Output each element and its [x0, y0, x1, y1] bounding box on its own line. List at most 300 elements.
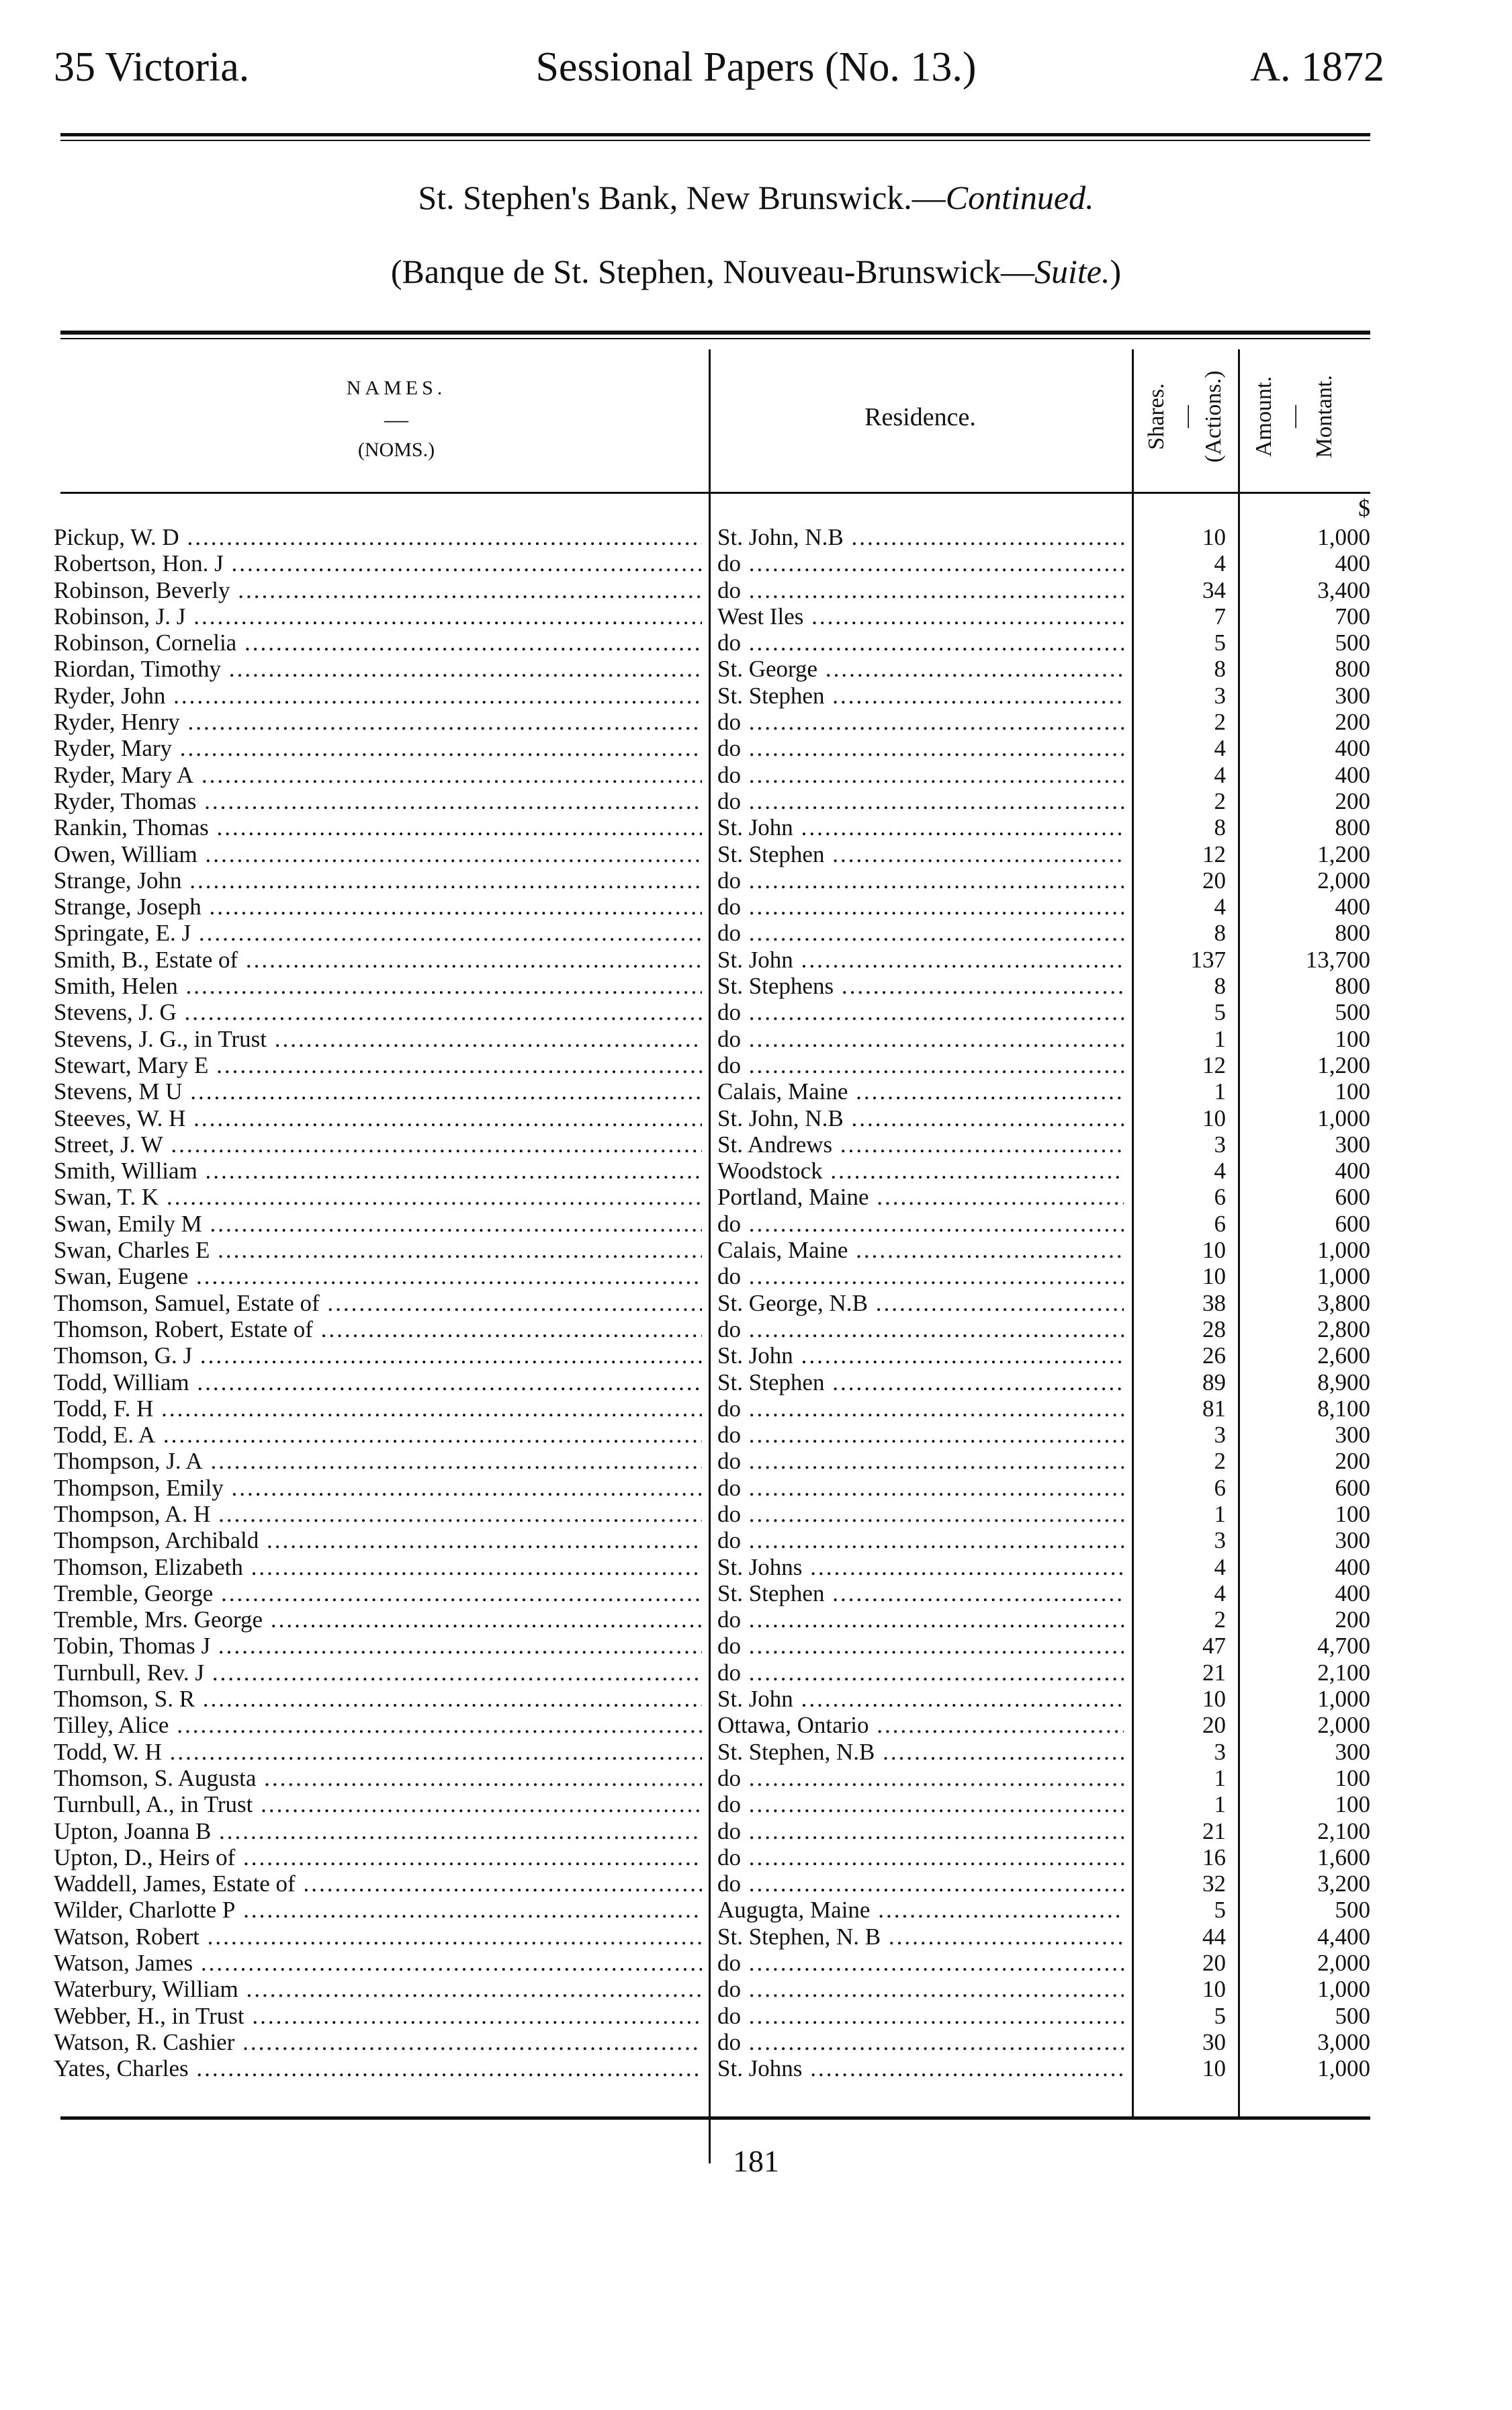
amount: 400 — [1335, 735, 1370, 762]
residence: do ..... — [717, 709, 1124, 735]
table-row — [0, 577, 1512, 603]
shares: 7 — [1214, 603, 1226, 630]
table-row — [0, 1686, 1512, 1712]
table-top-rule-thin — [60, 338, 1370, 339]
amount: 1,200 — [1317, 841, 1370, 867]
table-row — [0, 735, 1512, 761]
amount: 1,200 — [1317, 1051, 1370, 1078]
amount: 200 — [1335, 787, 1370, 814]
amount: 8,900 — [1317, 1369, 1370, 1395]
shares: 30 — [1202, 2028, 1226, 2055]
table-bottom-rule — [60, 2116, 1370, 2120]
shareholder-name: Owen, William ..... — [54, 841, 702, 867]
amount: 500 — [1335, 2002, 1370, 2029]
table-row — [0, 1976, 1512, 2002]
table-row — [0, 999, 1512, 1025]
amount: 3,200 — [1317, 1870, 1370, 1897]
amount: 1,000 — [1317, 1263, 1370, 1290]
shares: 20 — [1202, 1950, 1226, 1977]
amount: 400 — [1335, 894, 1370, 920]
shareholder-name: Swan, Emily M ..... — [54, 1211, 702, 1237]
table-row — [0, 1818, 1512, 1844]
running-header-center: Sessional Papers (No. 13.) — [535, 44, 977, 90]
table-title-english — [0, 178, 1512, 217]
column-head-names — [269, 373, 524, 466]
shares: 81 — [1202, 1395, 1226, 1422]
shares: 21 — [1202, 1817, 1226, 1844]
shareholder-name: Ryder, Henry ..... — [54, 709, 702, 735]
residence: do ..... — [717, 1765, 1124, 1791]
amount: 800 — [1335, 814, 1370, 841]
shareholder-name: Waterbury, William ..... — [54, 1976, 702, 2002]
shares: 8 — [1214, 973, 1226, 1000]
residence: St. Stephen ..... — [717, 841, 1124, 867]
shares: 1 — [1214, 1764, 1226, 1791]
shareholder-name: Robertson, Hon. J ..... — [54, 550, 702, 576]
amount: 1,000 — [1317, 1686, 1370, 1713]
table-row — [0, 841, 1512, 867]
shareholder-name: Upton, Joanna B ..... — [54, 1818, 702, 1844]
amount: 3,000 — [1317, 2028, 1370, 2055]
table-row — [0, 1342, 1512, 1369]
table-row — [0, 1475, 1512, 1501]
amount: 1,000 — [1317, 1105, 1370, 1131]
shareholder-list — [0, 524, 1512, 2082]
residence: do ..... — [717, 1950, 1124, 1976]
residence: do ..... — [717, 577, 1124, 603]
amount: 1,000 — [1317, 2055, 1370, 2082]
shareholder-name: Thompson, Archibald ..... — [54, 1527, 702, 1553]
table-row — [0, 1870, 1512, 1897]
table-row — [0, 1078, 1512, 1105]
residence: St. Johns ..... — [717, 2055, 1124, 2081]
shares: 1 — [1214, 1791, 1226, 1818]
table-row — [0, 550, 1512, 576]
table-row — [0, 2003, 1512, 2029]
residence: do ..... — [717, 1844, 1124, 1870]
amount: 100 — [1335, 1025, 1370, 1052]
shareholder-name: Waddell, James, Estate of ..... — [54, 1870, 702, 1897]
shareholder-name: Springate, E. J ..... — [54, 920, 702, 946]
shareholder-name: Stevens, M U ..... — [54, 1078, 702, 1105]
shareholder-name: Stewart, Mary E ..... — [54, 1052, 702, 1078]
amount: 2,000 — [1317, 1950, 1370, 1977]
residence: do ..... — [717, 1395, 1124, 1422]
shareholder-name: Thomson, Elizabeth ..... — [54, 1554, 702, 1580]
shareholder-name: Watson, Robert ..... — [54, 1924, 702, 1950]
shareholder-name: Turnbull, Rev. J ..... — [54, 1660, 702, 1686]
shares: 2 — [1214, 1606, 1226, 1633]
amount: 500 — [1335, 1897, 1370, 1924]
table-row — [0, 1844, 1512, 1870]
shares: 20 — [1202, 1712, 1226, 1739]
table-row — [0, 1026, 1512, 1052]
shareholder-name: Ryder, Mary ..... — [54, 735, 702, 761]
amount: 100 — [1335, 1500, 1370, 1527]
shares: 137 — [1190, 946, 1226, 973]
amount: 2,000 — [1317, 867, 1370, 894]
title-english-continued: Continued. — [945, 179, 1094, 216]
residence: do ..... — [717, 1870, 1124, 1897]
amount: 2,600 — [1317, 1342, 1370, 1369]
table-row — [0, 814, 1512, 841]
table-row — [0, 630, 1512, 656]
amount: 200 — [1335, 1606, 1370, 1633]
residence: do ..... — [717, 894, 1124, 920]
residence: do ..... — [717, 1501, 1124, 1527]
shareholder-name: Smith, William ..... — [54, 1158, 702, 1184]
title-english-main: St. Stephen's Bank, New Brunswick.— — [418, 179, 946, 216]
table-row — [0, 656, 1512, 682]
shares: 3 — [1214, 1422, 1226, 1449]
amount: 500 — [1335, 999, 1370, 1026]
residence: St. John ..... — [717, 814, 1124, 841]
residence: do ..... — [717, 1791, 1124, 1817]
residence: St. Stephen, N.B ..... — [717, 1739, 1124, 1765]
residence: do ..... — [717, 1633, 1124, 1659]
shares: 10 — [1202, 1976, 1226, 2003]
table-row — [0, 1897, 1512, 1923]
residence: do ..... — [717, 1052, 1124, 1078]
shares: 5 — [1214, 630, 1226, 656]
table-row — [0, 1580, 1512, 1606]
residence: St. John ..... — [717, 1342, 1124, 1369]
residence: do ..... — [717, 1263, 1124, 1289]
shareholder-name: Thomson, Robert, Estate of ..... — [54, 1316, 702, 1342]
shares: 10 — [1202, 1263, 1226, 1290]
noms-label: (NOMS.) — [357, 439, 435, 461]
column-head-shares — [1142, 353, 1171, 480]
amount: 300 — [1335, 1527, 1370, 1554]
residence: St. John, N.B ..... — [717, 1105, 1124, 1131]
residence: St. Stephen ..... — [717, 1580, 1124, 1606]
shares: 12 — [1202, 1051, 1226, 1078]
amount: 600 — [1335, 1184, 1370, 1211]
table-row — [0, 1606, 1512, 1633]
amount: 300 — [1335, 1738, 1370, 1765]
amount: 2,100 — [1317, 1817, 1370, 1844]
title-french-suite: Suite. — [1034, 253, 1110, 290]
shares: 3 — [1214, 1527, 1226, 1554]
shares: 47 — [1202, 1633, 1226, 1660]
residence: do ..... — [717, 2003, 1124, 2029]
shareholder-name: Upton, D., Heirs of ..... — [54, 1844, 702, 1870]
amount: 800 — [1335, 920, 1370, 947]
shares: 4 — [1214, 1580, 1226, 1606]
table-row — [0, 1633, 1512, 1659]
shareholder-name: Strange, John ..... — [54, 867, 702, 894]
amount: 400 — [1335, 550, 1370, 577]
shares: 8 — [1214, 920, 1226, 947]
shares: 16 — [1202, 1844, 1226, 1870]
table-row — [0, 762, 1512, 788]
amount: 4,400 — [1317, 1923, 1370, 1950]
header-rule-thick — [60, 133, 1370, 136]
column-head-montant: Montant. — [1312, 375, 1337, 458]
table-row — [0, 894, 1512, 920]
amount: 400 — [1335, 761, 1370, 788]
amount: 1,000 — [1317, 1237, 1370, 1264]
shares: 4 — [1214, 894, 1226, 920]
shareholder-name: Ryder, Mary A ..... — [54, 762, 702, 788]
shareholder-name: Todd, W. H ..... — [54, 1739, 702, 1765]
amount: 500 — [1335, 630, 1370, 656]
shareholder-name: Thomson, G. J ..... — [54, 1342, 702, 1369]
shareholder-name: Steeves, W. H ..... — [54, 1105, 702, 1131]
shareholder-name: Tobin, Thomas J ..... — [54, 1633, 702, 1659]
residence: do ..... — [717, 1422, 1124, 1448]
shareholder-name: Strange, Joseph ..... — [54, 894, 702, 920]
shareholder-name: Swan, T. K ..... — [54, 1184, 702, 1210]
table-row — [0, 867, 1512, 894]
shares: 4 — [1214, 1553, 1226, 1580]
residence: do ..... — [717, 735, 1124, 761]
column-head-actions: (Actions.) — [1201, 370, 1226, 463]
running-header-right: A. 1872 — [1250, 44, 1384, 90]
column-head-amount: Amount. — [1251, 376, 1276, 457]
table-row — [0, 1712, 1512, 1738]
running-header-left: 35 Victoria. — [54, 44, 250, 90]
shares: 20 — [1202, 867, 1226, 894]
table-row — [0, 1395, 1512, 1422]
table-row — [0, 1554, 1512, 1580]
shareholder-name: Swan, Charles E ..... — [54, 1237, 702, 1263]
title-french-close: ) — [1110, 253, 1122, 290]
residence: Ottawa, Ontario ..... — [717, 1712, 1124, 1738]
residence: St. Stephen ..... — [717, 1369, 1124, 1395]
names-label: NAMES. — [346, 377, 447, 399]
table-row — [0, 709, 1512, 735]
shares: 34 — [1202, 576, 1226, 603]
residence: Calais, Maine ..... — [717, 1078, 1124, 1105]
shares: 4 — [1214, 1158, 1226, 1185]
residence: do ..... — [717, 1527, 1124, 1553]
amount: 1,000 — [1317, 1976, 1370, 2003]
amount: 2,800 — [1317, 1316, 1370, 1342]
table-row — [0, 603, 1512, 630]
residence: do ..... — [717, 788, 1124, 814]
shares: 3 — [1214, 1131, 1226, 1158]
residence: do ..... — [717, 1475, 1124, 1501]
amount: 8,100 — [1317, 1395, 1370, 1422]
amount: 100 — [1335, 1791, 1370, 1818]
shares: 1 — [1214, 1500, 1226, 1527]
table-row — [0, 920, 1512, 946]
residence: Augugta, Maine ..... — [717, 1897, 1124, 1923]
shares: 12 — [1202, 841, 1226, 867]
residence: do ..... — [717, 630, 1124, 656]
amount: 400 — [1335, 1580, 1370, 1606]
shares: 2 — [1214, 787, 1226, 814]
title-french-main: (Banque de St. Stephen, Nouveau-Brunswick— — [390, 253, 1034, 290]
shareholder-name: Tilley, Alice ..... — [54, 1712, 702, 1738]
shareholder-name: Todd, F. H ..... — [54, 1395, 702, 1422]
amount: 3,400 — [1317, 576, 1370, 603]
residence: do ..... — [717, 762, 1124, 788]
column-head-residence: Residence. — [864, 403, 976, 431]
residence: St. George, N.B ..... — [717, 1290, 1124, 1316]
table-row — [0, 524, 1512, 550]
amount: 300 — [1335, 1422, 1370, 1449]
table-row — [0, 2055, 1512, 2081]
shares: 4 — [1214, 550, 1226, 577]
shareholder-name: Thompson, A. H ..... — [54, 1501, 702, 1527]
table-row — [0, 1316, 1512, 1342]
amount: 2,000 — [1317, 1712, 1370, 1739]
amount: 100 — [1335, 1078, 1370, 1105]
shareholder-name: Smith, Helen ..... — [54, 973, 702, 999]
shareholder-name: Thompson, Emily ..... — [54, 1475, 702, 1501]
shares: 10 — [1202, 2055, 1226, 2082]
amount: 800 — [1335, 656, 1370, 683]
amount: 1,600 — [1317, 1844, 1370, 1870]
table-row — [0, 1660, 1512, 1686]
shares: 21 — [1202, 1659, 1226, 1686]
shareholder-name: Smith, B., Estate of ..... — [54, 947, 702, 973]
shares: 38 — [1202, 1289, 1226, 1316]
shareholder-name: Pickup, W. D ..... — [54, 524, 702, 550]
amount: 200 — [1335, 1448, 1370, 1475]
shares: 5 — [1214, 1897, 1226, 1924]
residence: do ..... — [717, 1976, 1124, 2002]
table-row — [0, 1527, 1512, 1553]
shares: 8 — [1214, 656, 1226, 683]
shares: 10 — [1202, 1237, 1226, 1264]
shareholder-name: Thomson, S. Augusta ..... — [54, 1765, 702, 1791]
residence: do ..... — [717, 1660, 1124, 1686]
residence: do ..... — [717, 1606, 1124, 1633]
shares: 89 — [1202, 1369, 1226, 1395]
shareholder-name: Thomson, S. R ..... — [54, 1686, 702, 1712]
shares: 6 — [1214, 1210, 1226, 1237]
table-row — [0, 973, 1512, 999]
table-row — [0, 1791, 1512, 1817]
table-row — [0, 1422, 1512, 1448]
shares: 2 — [1214, 709, 1226, 736]
column-head-amount-dash: — — [1282, 405, 1306, 428]
shareholder-name: Tremble, Mrs. George ..... — [54, 1606, 702, 1633]
amount: 800 — [1335, 973, 1370, 1000]
shares: 6 — [1214, 1474, 1226, 1501]
table-row — [0, 1950, 1512, 1976]
table-row — [0, 1924, 1512, 1950]
shares: 44 — [1202, 1923, 1226, 1950]
table-row — [0, 1211, 1512, 1237]
amount: 300 — [1335, 682, 1370, 709]
names-dash: — — [384, 406, 408, 433]
column-head-rule — [60, 492, 1370, 494]
table-row — [0, 1184, 1512, 1210]
residence: do ..... — [717, 1316, 1124, 1342]
shares: 1 — [1214, 1078, 1226, 1105]
residence: West Iles ..... — [717, 603, 1124, 630]
amount: 700 — [1335, 603, 1370, 630]
shareholder-name: Webber, H., in Trust ..... — [54, 2003, 702, 2029]
residence: Calais, Maine ..... — [717, 1237, 1124, 1263]
shareholder-name: Watson, R. Cashier ..... — [54, 2029, 702, 2055]
table-row — [0, 1237, 1512, 1263]
shareholder-name: Riordan, Timothy ..... — [54, 656, 702, 682]
residence: do ..... — [717, 867, 1124, 894]
residence: St. Stephen ..... — [717, 683, 1124, 709]
header-rule-thin — [60, 140, 1370, 141]
shareholder-name: Swan, Eugene ..... — [54, 1263, 702, 1289]
shareholder-name: Todd, William ..... — [54, 1369, 702, 1395]
table-row — [0, 1052, 1512, 1078]
shares: 10 — [1202, 1686, 1226, 1713]
residence: Woodstock ..... — [717, 1158, 1124, 1184]
shareholder-name: Street, J. W ..... — [54, 1131, 702, 1158]
residence: do ..... — [717, 1818, 1124, 1844]
table-row — [0, 1290, 1512, 1316]
amount: 400 — [1335, 1553, 1370, 1580]
residence: do ..... — [717, 550, 1124, 576]
amount: 600 — [1335, 1210, 1370, 1237]
residence: do ..... — [717, 1211, 1124, 1237]
shareholder-name: Thompson, J. A ..... — [54, 1448, 702, 1474]
amount: 100 — [1335, 1764, 1370, 1791]
shares: 3 — [1214, 1738, 1226, 1765]
shareholder-name: Robinson, J. J ..... — [54, 603, 702, 630]
residence: St. John ..... — [717, 1686, 1124, 1712]
shares: 8 — [1214, 814, 1226, 841]
shareholder-name: Robinson, Beverly ..... — [54, 577, 702, 603]
residence: do ..... — [717, 1026, 1124, 1052]
shares: 10 — [1202, 524, 1226, 550]
residence: St. John ..... — [717, 947, 1124, 973]
residence: do ..... — [717, 2029, 1124, 2055]
table-row — [0, 1369, 1512, 1395]
shares: 6 — [1214, 1184, 1226, 1211]
shareholder-name: Thomson, Samuel, Estate of ..... — [54, 1290, 702, 1316]
residence: St. Stephens ..... — [717, 973, 1124, 999]
shareholder-name: Ryder, John ..... — [54, 683, 702, 709]
residence: do ..... — [717, 920, 1124, 946]
table-row — [0, 1739, 1512, 1765]
table-row — [0, 947, 1512, 973]
shares: 4 — [1214, 761, 1226, 788]
table-row — [0, 1158, 1512, 1184]
shares: 2 — [1214, 1448, 1226, 1475]
residence: do ..... — [717, 999, 1124, 1025]
shareholder-name: Stevens, J. G., in Trust ..... — [54, 1026, 702, 1052]
table-row — [0, 1105, 1512, 1131]
residence: Portland, Maine ..... — [717, 1184, 1124, 1210]
amount: 200 — [1335, 709, 1370, 736]
table-row — [0, 1765, 1512, 1791]
residence: St. Stephen, N. B ..... — [717, 1924, 1124, 1950]
column-head-shares-dash: — — [1174, 405, 1199, 428]
page-number: 181 — [733, 2144, 779, 2178]
table-title-french — [0, 252, 1512, 291]
shares: 26 — [1202, 1342, 1226, 1369]
shareholder-name: Stevens, J. G ..... — [54, 999, 702, 1025]
table-row — [0, 1448, 1512, 1474]
amount: 600 — [1335, 1474, 1370, 1501]
shareholder-name: Ryder, Thomas ..... — [54, 788, 702, 814]
shares: 5 — [1214, 2002, 1226, 2029]
residence: do ..... — [717, 1448, 1124, 1474]
shareholder-name: Turnbull, A., in Trust ..... — [54, 1791, 702, 1817]
shareholder-name: Robinson, Cornelia ..... — [54, 630, 702, 656]
shares: 1 — [1214, 1025, 1226, 1052]
amount: 400 — [1335, 1158, 1370, 1185]
shares-label: Shares. — [1144, 383, 1169, 450]
shareholder-name: Watson, James ..... — [54, 1950, 702, 1976]
shares: 28 — [1202, 1316, 1226, 1342]
table-row — [0, 683, 1512, 709]
amount: 300 — [1335, 1131, 1370, 1158]
